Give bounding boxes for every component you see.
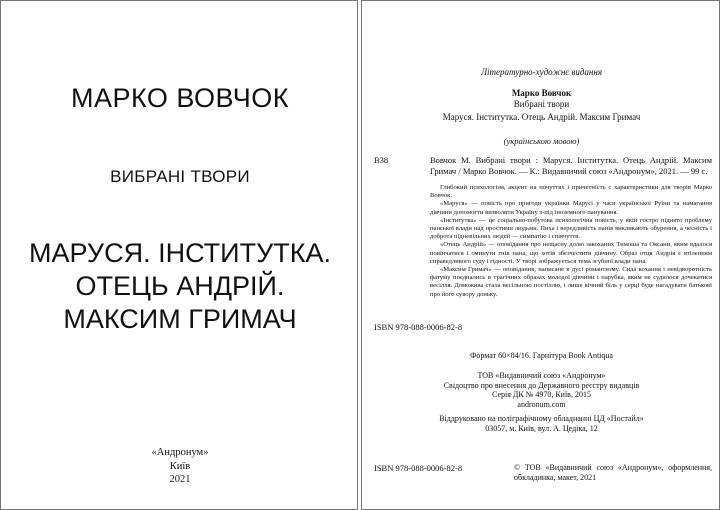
title-line: ОТЕЦЬ АНДРІЙ. bbox=[75, 271, 285, 301]
publisher-block bbox=[1, 446, 359, 487]
collection-title: ВИБРАНІ ТВОРИ bbox=[110, 167, 250, 186]
imprint-line: ТОВ «Видавничий союз «Андронум» bbox=[477, 371, 606, 380]
imprint-line: Серія ДК № 4970, Київ, 2015 bbox=[492, 390, 591, 399]
annotation bbox=[430, 184, 712, 299]
annotation-paragraph: «Інститутка» — це соціально-побутова психологічна повість, у якій гостро піднято проблему панської влади над простими людьми. Пиха і вередливість панів викликають обурення, а чесність і доброта підневільних людей — симпатію і співчуття. bbox=[430, 216, 712, 241]
publisher-imprint bbox=[362, 371, 720, 409]
annotation-paragraph: «Маруся» — повість про пригоди українки Марусі у часи української Руїни та намагання дівчини допомогти визволити Україну з-під іноземного панування. bbox=[430, 200, 712, 216]
annotation-paragraph: «Отець Андрій» — оповідання про нещасну долю закоханих Тимоша та Оксани, яким вдалося повінчатися і оминути гнів пана, що хотів збезчестити дівчину. Образ отця Андрія є втіленням справедливого суду і гідності. У творі зображується тема згубної влади пана. bbox=[430, 241, 712, 265]
title-line: МАКСИМ ГРИМАЧ bbox=[63, 304, 297, 334]
copyright-notice: © ТОВ «Видавничий союз «Андронум», оформлення, обкладинка, макет, 2021 bbox=[514, 463, 712, 482]
language-note: (українською мовою) bbox=[503, 136, 580, 146]
printing-line: 03057, м. Київ, вул. А. Цедіка, 12 bbox=[485, 423, 598, 433]
publisher-name: «Андронум» bbox=[151, 447, 209, 458]
isbn-bottom: ISBN 978-088-0006-82-8 bbox=[374, 463, 463, 473]
imprint-line: andronum.com bbox=[517, 399, 566, 409]
format-line: Формат 60×84/16. Гарнітура Book Antiqua bbox=[470, 351, 613, 360]
author-name: МАРКО ВОВЧОК bbox=[70, 83, 290, 113]
isbn-top: ISBN 978-088-0006-82-8 bbox=[374, 322, 463, 332]
publisher-city: Київ bbox=[169, 460, 191, 472]
bibliographic-record: Вовчок М. Вибрані твори : Маруся. Інститутка. Отець Андрій. Максим Гримач / Марко Вовчок. — К.: Видавничий союз «Андронум», 2021. — 99 с. bbox=[430, 155, 712, 176]
annotation-paragraph: Глибокий психологізм, акцент на почуттях і причетність с характеристики для творів Марко Вовчок. bbox=[430, 184, 712, 200]
annotation-paragraph: «Максим Гримач» — оповідання, написане в дусі романтизму. Сила кохання і невідворотність фатуму поєднались в трагічних образах молодої дівчини і парубка, яким не судилося дочекатися весілля. Доможива стала весільною постіллю, і лише вічний біль у серці буде нагадувати батькові про його сувору доньку. bbox=[430, 266, 712, 298]
bbk-code: В38 bbox=[374, 155, 389, 165]
imprint-page-right bbox=[361, 0, 720, 510]
imprint-line: Свідоцтво про внесення до Державного реєстру видавців bbox=[443, 380, 640, 390]
genre-label: Літературно-художнє видання bbox=[480, 67, 603, 77]
imprint-collection: Вибрані твори bbox=[513, 99, 570, 109]
title-line: МАРУСЯ. ІНСТИТУТКА. bbox=[29, 238, 331, 268]
title-page-left bbox=[0, 0, 358, 510]
publication-year: 2021 bbox=[169, 474, 191, 485]
printing-info bbox=[362, 414, 720, 433]
printing-line: Віддруковано на поліграфічному обладнанні ЦД «Постайл» bbox=[439, 414, 644, 423]
imprint-author: Марко Вовчок bbox=[511, 88, 572, 98]
works-title bbox=[1, 237, 359, 336]
imprint-title: Маруся. Інститутка. Отець Андрій. Максим Гримач bbox=[442, 112, 641, 122]
